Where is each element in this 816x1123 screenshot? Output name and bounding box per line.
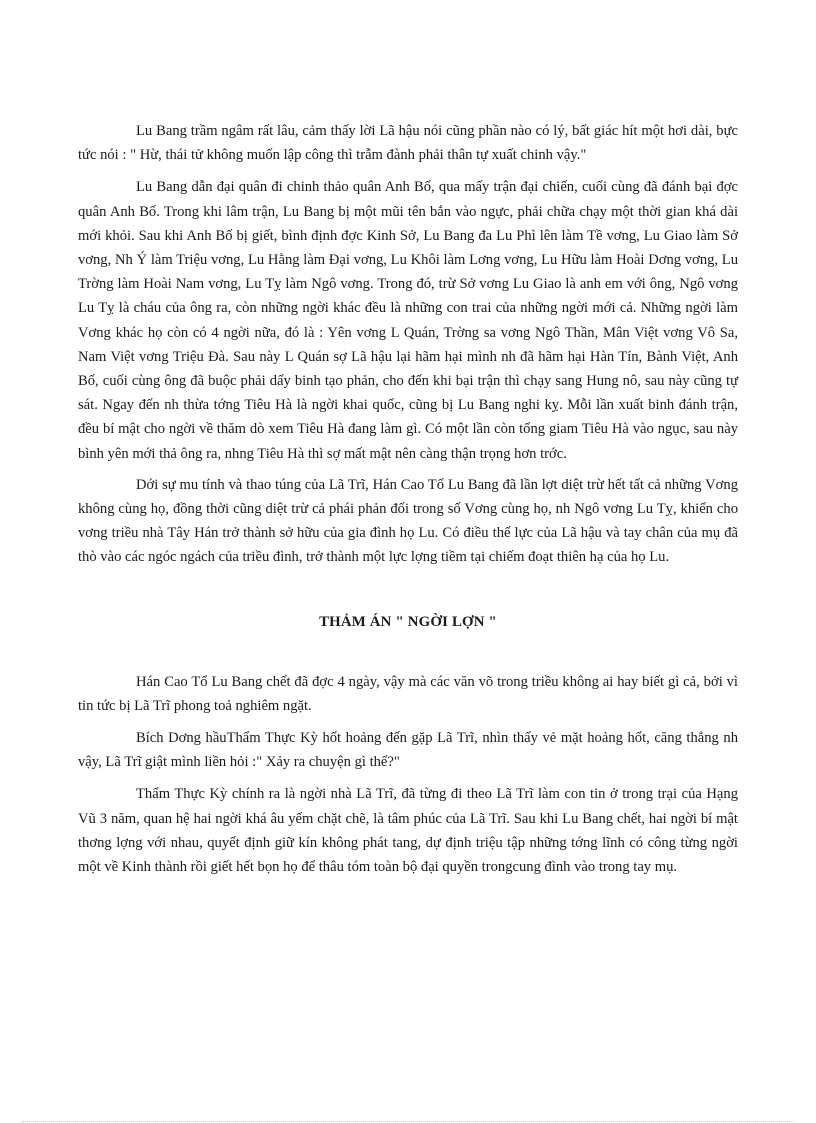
section-title: THẢM ÁN " NGỜI LỢN " (319, 613, 497, 630)
document-page (78, 119, 738, 879)
paragraph-campaign-anh-bo: Lu Bang dẫn đại quân đi chinh thảo quân Anh Bố, qua mấy trận đại chiến, cuối cùng đã đánh bại đợc quân Anh Bố. Trong khi lâm trận, Lu Bang bị một mũi tên bắn vào ngực, phải chữa chạy một thời gian khá dài mới khỏi. Sau khi Anh Bố bị giết, bình định đợc Kinh Sở, Lu Bang đa Lu Phì lên làm Tề vơng, Lu Giao làm Sở vơng, Nh Ý làm Triệu vơng, Lu Hằng làm Đại vơng, Lu Khôi làm Lơng vơng, Lu Hữu làm Hoài Dơng vơng, Lu Trờng làm Hoài Nam vơng, Lu Tỵ làm Ngô vơng. Trong đó, trừ Sở vơng Lu Giao là anh em với ông, Ngô vơng Lu Tỵ là cháu của ông ra, còn những ngời khác đều là những con trai của những ngời mới cả. Những ngời làm Vơng khác họ còn có 4 ngời nữa, đó là : Yên vơng L Quán, Trờng sa vơng Ngô Thần, Mân Việt vơng Vô Sa, Nam Việt vơng Triệu Đà. Sau này L Quán sợ Lã hậu lại hãm hại mình nh đã hãm hại Hàn Tín, Bành Việt, Anh Bố, cuối cùng ông đã buộc phải dấy binh tạo phản, cho đến khi bại trận thì chạy sang Hung nô, sau này cũng tự sát. Ngay đến nh thừa tớng Tiêu Hà là ngời khai quốc, cũng bị Lu Bang nghi kỵ. Mỗi lần xuất binh đánh trận, đều bí mật cho ngời về thăm dò xem Tiêu Hà đang làm gì. Có một lần còn tống giam Tiêu Hà vào ngục, sau này bình yên mới thả ông ra, nhng Tiêu Hà thì sợ mất mật nên càng thận trọng hơn trớc. (78, 179, 738, 462)
paragraph-tham-thuc-ky-visit: Bích Dơng hầuThẩm Thực Kỳ hốt hoảng đến gặp Lã Trĩ, nhìn thấy vẻ mặt hoảng hốt, căng thẳng nh vậy, Lã Trĩ giật mình liền hỏi :" Xảy ra chuyện gì thế?" (78, 730, 738, 771)
page-bottom-rule (22, 1121, 794, 1122)
paragraph-emperor-death: Hán Cao Tổ Lu Bang chết đã đợc 4 ngày, vậy mà các văn võ trong triều không ai hay biết gì cả, bởi vì tin tức bị Lã Trĩ phong toả nghiêm ngặt. (78, 673, 738, 714)
paragraph-luu-bang-ponders: Lu Bang trầm ngâm rất lâu, cảm thấy lời Lã hậu nói cũng phần nào có lý, bất giác hít một hơi dài, bực tức nói : " Hừ, thái tử không muốn lập công thì trẫm đành phải thân tự xuất chinh vậy." (78, 123, 738, 164)
paragraph-lu-tri-manipulation: Dới sự mu tính và thao túng của Lã Trĩ, Hán Cao Tổ Lu Bang đã lần lợt diệt trừ hết tất cả những Vơng không cùng họ, đồng thời cũng diệt trừ cả phái phản đối trong số Vơng cùng họ, nh Ngô vơng Lu Tỵ, khiến cho vơng triều nhà Tây Hán trở thành sở hữu của gia đình họ Lu. Có điều thế lực của Lã hậu và tay chân của mụ đã thò vào các ngóc ngách của triều đình, trở thành một lực lợng tiềm tại chiếm đoạt thiên hạ của họ Lu. (78, 476, 738, 566)
paragraph-tham-thuc-ky-background: Thẩm Thực Kỳ chính ra là ngời nhà Lã Trĩ, đã từng đi theo Lã Trĩ làm con tin ở trong trại của Hạng Vũ 3 năm, quan hệ hai ngời khá âu yếm chặt chẽ, là tâm phúc của Lã Trĩ. Sau khi Lu Bang chết, hai ngời bí mật thơng lợng với nhau, quyết định giữ kín không phát tang, dự định triệu tập những tớng lĩnh có công từng ngời một về Kinh thành rồi giết hết bọn họ để thâu tóm toàn bộ đại quyền trongcung đình vào trong tay mụ. (78, 786, 738, 876)
